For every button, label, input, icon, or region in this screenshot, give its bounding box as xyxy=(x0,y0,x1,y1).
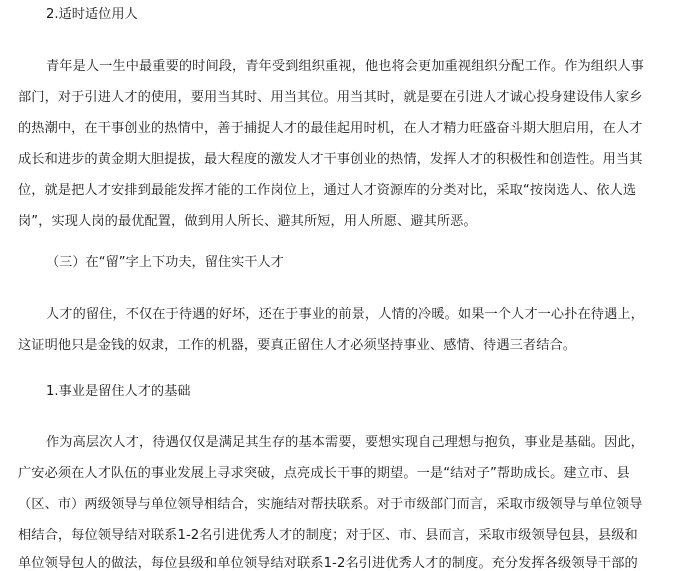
paragraph-line: 这证明他只是金钱的奴隶，工作的机器，要真正留住人才必须坚持事业、感情、待遇三者结合。 xyxy=(18,338,577,353)
section-heading-adaptive-use: 2.适时适位用人 xyxy=(46,7,138,22)
section-heading-retain-talent: （三）在“留”字上下功夫，留住实干人才 xyxy=(46,255,284,270)
paragraph-line: 相结合，每位领导结对联系1-2名引进优秀人才的制度；对于区、市、县而言，采取市级领导包县，县级和 xyxy=(18,528,638,543)
paragraph-line: 作为高层次人才，待遇仅仅是满足其生存的基本需要，要想实现自己理想与抱负，事业是基础。因此， xyxy=(46,435,644,450)
paragraph-line: 岗”，实现人岗的最优配置，做到用人所长、避其所短，用人所愿、避其所恶。 xyxy=(18,214,477,229)
paragraph-line: 成长和进步的黄金期大胆提拔，最大程度的激发人才干事创业的热情，发挥人才的积极性和创造性。用当其 xyxy=(18,152,643,167)
paragraph-line: 单位领导包人的做法，每位县级和单位领导结对联系1-2名引进优秀人才的制度。充分发挥各级领导干部的 xyxy=(18,556,638,571)
paragraph-line: 人才的留住，不仅在于待遇的好坏，还在于事业的前景，人情的冷暖。如果一个人才一心扑在待遇上， xyxy=(46,307,644,322)
paragraph-line: 位，就是把人才安排到最能发挥才能的工作岗位上，通过人才资源库的分类对比，采取“按岗选人、依人选 xyxy=(18,183,637,198)
paragraph-line: （区、市）两级领导与单位领导相结合，实施结对帮扶联系。对于市级部门而言，采取市级领导与单位领导 xyxy=(18,497,643,512)
paragraph-line: 青年是人一生中最重要的时间段，青年受到组织重视，他也将会更加重视组织分配工作。作为组织人事 xyxy=(46,59,644,74)
paragraph-line: 的热潮中，在干事创业的热情中，善于捕捉人才的最佳起用时机，在人才精力旺盛奋斗期大胆启用，在人才 xyxy=(18,121,643,136)
paragraph-line: 部门，对于引进人才的使用，要用当其时、用当其位。用当其时，就是要在引进人才诚心投身建设伟人家乡 xyxy=(18,90,643,105)
section-heading-career-foundation: 1.事业是留住人才的基础 xyxy=(46,384,191,399)
paragraph-line: 广安必须在人才队伍的事业发展上寻求突破，点亮成长干事的期望。一是“结对子”帮助成长。建立市、县 xyxy=(18,466,630,481)
